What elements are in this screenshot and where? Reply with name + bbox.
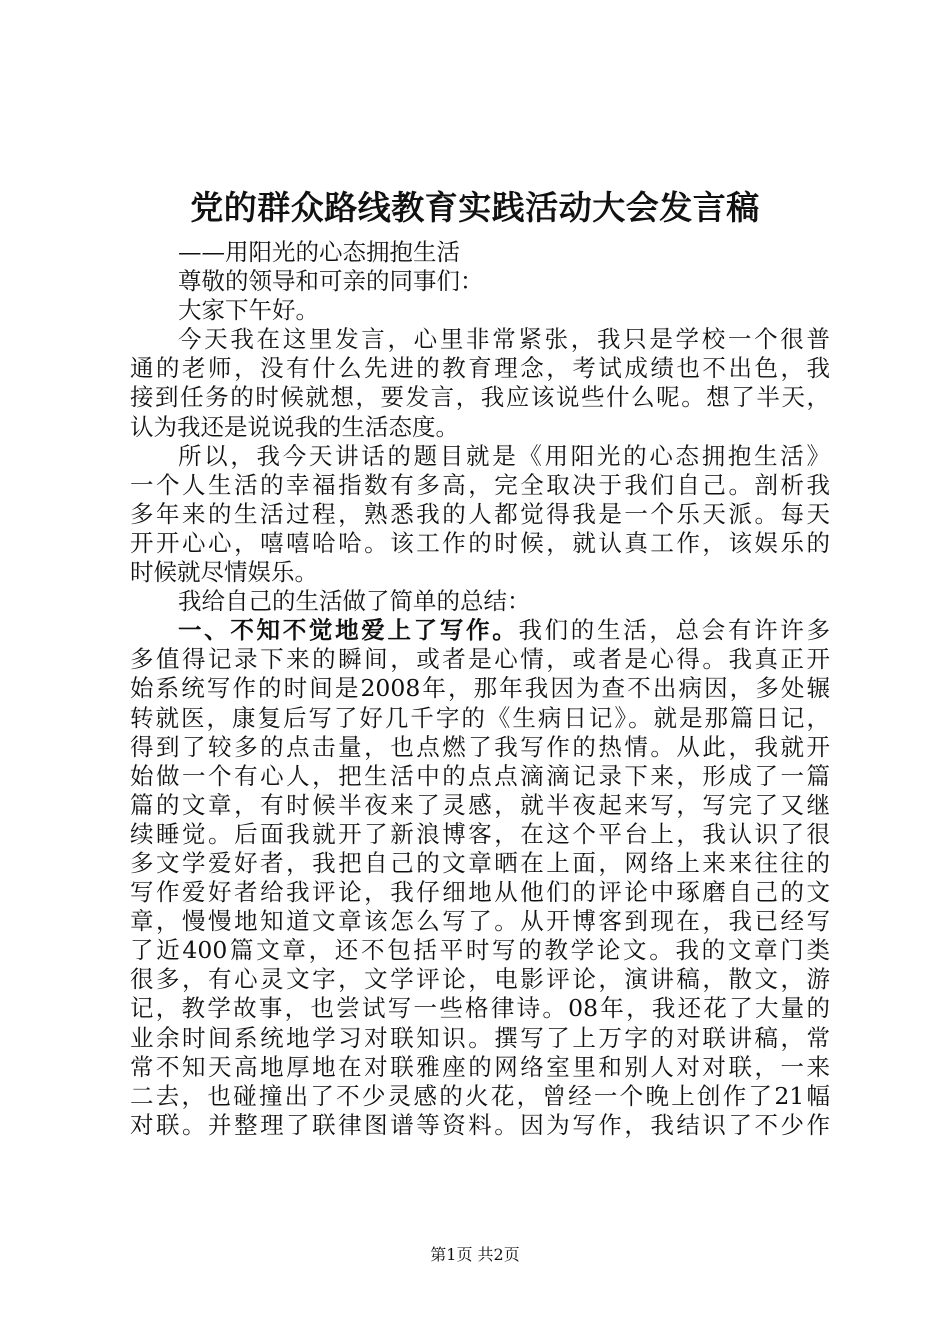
body-line-text: 章，慢慢地知道文章该怎么写了。从开博客到现在，我已经写 xyxy=(130,907,830,936)
body-line-text: 尊敬的领导和可亲的同事们： xyxy=(178,267,484,296)
section-heading: 一、不知不觉地爱上了写作。 xyxy=(178,616,519,645)
body-line-text: 篇的文章，有时候半夜来了灵感，就半夜起来写，写完了又继 xyxy=(130,790,830,819)
body-line-text: 始做一个有心人，把生活中的点点滴滴记录下来，形成了一篇 xyxy=(130,761,830,790)
body-line-text: 大家下午好。 xyxy=(178,296,319,325)
body-line-text: 得到了较多的点击量，也点燃了我写作的热情。从此，我就开 xyxy=(130,732,830,761)
body-line-text: 写作爱好者给我评论，我仔细地从他们的评论中琢磨自己的文 xyxy=(130,878,830,907)
body-line xyxy=(130,296,830,325)
body-line-text: 今天我在这里发言，心里非常紧张，我只是学校一个很普 xyxy=(178,325,830,354)
body-line xyxy=(130,354,830,383)
body-line xyxy=(130,674,830,703)
body-line xyxy=(130,704,830,733)
body-line xyxy=(130,238,830,267)
body-line-text: 时候就尽情娱乐。 xyxy=(130,558,318,587)
body-line-text: 转就医，康复后写了好几千字的《生病日记》。就是那篇日记， xyxy=(130,703,830,732)
body-line xyxy=(130,529,830,558)
body-line xyxy=(130,587,830,616)
body-line-text: 多文学爱好者，我把自己的文章晒在上面，网络上来来往往的 xyxy=(130,848,830,877)
body-line-text: 多年来的生活过程，熟悉我的人都觉得我是一个乐天派。每天 xyxy=(130,499,830,528)
body-line-text: 通的老师，没有什么先进的教育理念，考试成绩也不出色，我 xyxy=(130,354,830,383)
body-line xyxy=(130,965,830,994)
page-footer: 第1页 共2页 xyxy=(430,1245,520,1264)
body-line xyxy=(130,733,830,762)
body-line xyxy=(130,936,830,965)
body-line xyxy=(130,1111,830,1140)
body-line xyxy=(130,849,830,878)
body-line xyxy=(130,820,830,849)
body-line-text: 记，教学故事，也尝试写一些格律诗。08年，我还花了大量的 xyxy=(130,994,830,1023)
body-line xyxy=(130,1024,830,1053)
document-title: 党的群众路线教育实践活动大会发言稿 xyxy=(190,188,760,227)
body-line-text: 多值得记录下来的瞬间，或者是心情，或者是心得。我真正开 xyxy=(130,645,830,674)
body-line-text: 续睡觉。后面我就开了新浪博客，在这个平台上，我认识了很 xyxy=(130,819,830,848)
body-line-text: 开开心心，嘻嘻哈哈。该工作的时候，就认真工作，该娱乐的 xyxy=(130,528,830,557)
body-line xyxy=(130,442,830,471)
body-line-text: ——用阳光的心态拥抱生活 xyxy=(178,238,460,266)
body-line xyxy=(130,500,830,529)
body-line-text: 始系统写作的时间是2008年，那年我因为查不出病因，多处辗 xyxy=(130,674,830,703)
body-line-text: 所以，我今天讲话的题目就是《用阳光的心态拥抱生活》 xyxy=(178,441,830,470)
body-line xyxy=(130,471,830,500)
body-line-text: 我们的生活，总会有许许多 xyxy=(518,616,830,645)
body-line xyxy=(130,616,830,645)
body-line xyxy=(130,1053,830,1082)
body-line xyxy=(130,994,830,1023)
body-line-text: 常不知天高地厚地在对联雅座的网络室里和别人对对联，一来 xyxy=(130,1052,830,1081)
body-line-text: 业余时间系统地学习对联知识。撰写了上万字的对联讲稿，常 xyxy=(130,1023,830,1052)
body-line xyxy=(130,791,830,820)
body-line xyxy=(130,645,830,674)
body-line xyxy=(130,267,830,296)
body-line-text: 认为我还是说说我的生活态度。 xyxy=(130,412,459,441)
body-line xyxy=(130,413,830,442)
body-line-text: 接到任务的时候就想，要发言，我应该说些什么呢。想了半天， xyxy=(130,383,830,412)
document-body xyxy=(130,238,830,1140)
body-line xyxy=(130,1082,830,1111)
body-line-text: 对联。并整理了联律图谱等资料。因为写作，我结识了不少作 xyxy=(130,1110,830,1139)
body-line-text: 了近400篇文章，还不包括平时写的教学论文。我的文章门类 xyxy=(130,936,830,965)
body-line-text: 很多，有心灵文字，文学评论，电影评论，演讲稿，散文，游 xyxy=(130,965,830,994)
body-line-text: 二去，也碰撞出了不少灵感的火花，曾经一个晚上创作了21幅 xyxy=(130,1081,830,1110)
body-line xyxy=(130,383,830,412)
body-line xyxy=(130,762,830,791)
body-line xyxy=(130,325,830,354)
body-line-text: 我给自己的生活做了简单的总结： xyxy=(178,587,531,616)
body-line-text: 一个人生活的幸福指数有多高，完全取决于我们自己。剖析我 xyxy=(130,470,830,499)
body-line xyxy=(130,558,830,587)
body-line xyxy=(130,907,830,936)
body-line xyxy=(130,878,830,907)
